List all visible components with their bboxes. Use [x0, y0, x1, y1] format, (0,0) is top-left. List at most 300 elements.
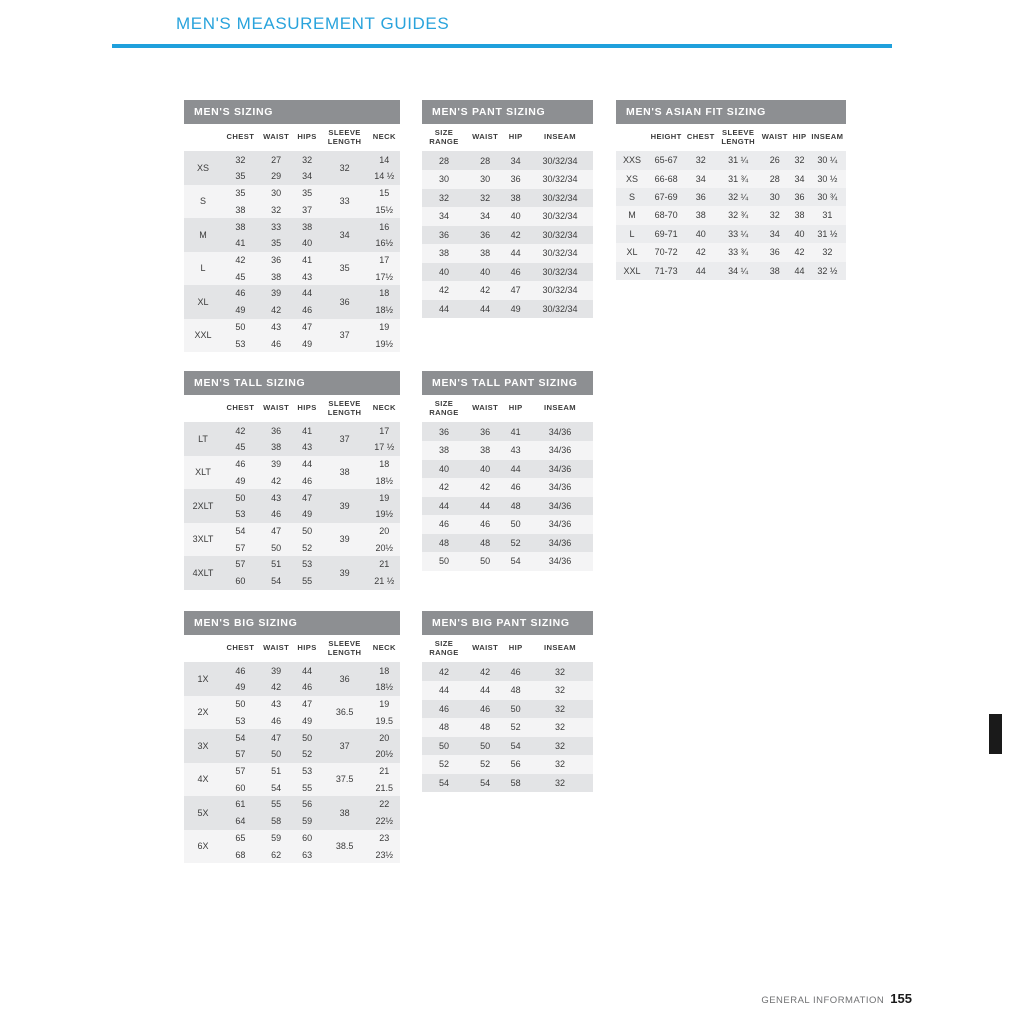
table-cell: 32 [809, 243, 846, 261]
cell-hips: 49 [294, 506, 321, 523]
row-size-label: 4XLT [184, 556, 222, 589]
table-row [616, 188, 846, 206]
table-cell: 48 [466, 718, 504, 737]
cell-chest: 65 [222, 830, 259, 847]
table-row [184, 422, 400, 439]
col-size [184, 395, 222, 422]
cell-hips: 56 [294, 796, 321, 813]
table-row [422, 534, 593, 553]
table-cell: 33 ¾ [717, 243, 759, 261]
footer-label: GENERAL INFORMATION [761, 995, 885, 1006]
cell-hips: 53 [294, 556, 321, 573]
table-row [184, 151, 400, 168]
cell-neck: 18½ [369, 679, 400, 696]
cell-waist: 36 [259, 422, 294, 439]
table-cell: 68-70 [648, 206, 684, 224]
table-mens-big-sizing [184, 611, 400, 863]
cell-chest: 35 [222, 168, 259, 185]
table-cell: 32 [527, 774, 593, 793]
table-cell: XS [616, 170, 648, 188]
cell-chest: 49 [222, 302, 259, 319]
title-divider [112, 44, 892, 48]
col-size [616, 124, 648, 151]
table-cell: XL [616, 243, 648, 261]
cell-waist: 54 [259, 779, 294, 796]
cell-neck: 22½ [369, 813, 400, 830]
table-cell: 44 [790, 262, 808, 280]
cell-sleeve: 39 [321, 489, 369, 522]
table-row [422, 774, 593, 793]
table-cell: 38 [466, 441, 504, 460]
table-cell: 54 [422, 774, 466, 793]
table-cell: 52 [504, 718, 527, 737]
cell-sleeve: 36 [321, 662, 369, 695]
page-title: MEN'S MEASUREMENT GUIDES [176, 14, 450, 33]
table-cell: 66-68 [648, 170, 684, 188]
table-row [184, 456, 400, 473]
cell-waist: 58 [259, 813, 294, 830]
table-cell: 34/36 [527, 552, 593, 571]
cell-hips: 53 [294, 763, 321, 780]
mens-asian-fit-sizing-table [616, 124, 846, 280]
cell-neck: 19½ [369, 506, 400, 523]
table-cell: 32 [527, 755, 593, 774]
table-cell: 32 [422, 189, 466, 208]
table-cell: 32 [759, 206, 790, 224]
col-hips: HIPS [294, 635, 321, 662]
table-cell: 26 [759, 151, 790, 169]
table-cell: 50 [422, 552, 466, 571]
mens-big-pant-sizing-body [422, 662, 593, 792]
table-cell: 36 [790, 188, 808, 206]
table-cell: 38 [466, 244, 504, 263]
table-row [422, 460, 593, 479]
table-row [422, 755, 593, 774]
col-hip: HIP [790, 124, 808, 151]
table-row [184, 252, 400, 269]
table-header-mens-pant-sizing: MEN'S PANT SIZING [422, 100, 593, 124]
table-cell: 30/32/34 [527, 189, 593, 208]
table-cell: 38 [790, 206, 808, 224]
table-cell: L [616, 225, 648, 243]
cell-chest: 45 [222, 439, 259, 456]
table-cell: 42 [504, 226, 527, 245]
cell-chest: 35 [222, 185, 259, 202]
cell-neck: 18 [369, 285, 400, 302]
table-row [422, 422, 593, 441]
cell-chest: 61 [222, 796, 259, 813]
mens-pant-sizing-body [422, 151, 593, 318]
table-mens-big-pant-sizing [422, 611, 593, 792]
table-row [422, 151, 593, 170]
mens-big-pant-sizing-table [422, 635, 593, 792]
table-cell: 46 [504, 263, 527, 282]
table-cell: 42 [466, 478, 504, 497]
col-inseam: INSEAM [527, 124, 593, 151]
cell-sleeve: 36 [321, 285, 369, 318]
cell-hips: 47 [294, 696, 321, 713]
cell-neck: 20½ [369, 539, 400, 556]
table-cell: 48 [504, 497, 527, 516]
col-size-range: SIZE RANGE [422, 124, 466, 151]
cell-chest: 64 [222, 813, 259, 830]
table-head-row [184, 635, 400, 662]
table-cell: 34 [759, 225, 790, 243]
table-cell: 40 [684, 225, 717, 243]
col-waist: WAIST [466, 635, 504, 662]
cell-waist: 32 [259, 202, 294, 219]
cell-waist: 33 [259, 218, 294, 235]
table-header-mens-tall-sizing: MEN'S TALL SIZING [184, 371, 400, 395]
cell-hips: 44 [294, 662, 321, 679]
table-cell: 46 [504, 662, 527, 681]
col-chest: CHEST [222, 635, 259, 662]
col-inseam: INSEAM [809, 124, 846, 151]
table-row [616, 262, 846, 280]
cell-chest: 57 [222, 763, 259, 780]
cell-chest: 41 [222, 235, 259, 252]
cell-waist: 35 [259, 235, 294, 252]
table-cell: 54 [504, 552, 527, 571]
cell-hips: 47 [294, 319, 321, 336]
table-cell: 38 [504, 189, 527, 208]
table-cell: 40 [422, 263, 466, 282]
col-neck: NECK [369, 395, 400, 422]
table-cell: 30/32/34 [527, 244, 593, 263]
row-size-label: 3XLT [184, 523, 222, 556]
cell-hips: 59 [294, 813, 321, 830]
cell-sleeve: 39 [321, 556, 369, 589]
cell-neck: 18½ [369, 302, 400, 319]
col-sleeve-length: SLEEVE LENGTH [717, 124, 759, 151]
table-cell: 31 ½ [809, 225, 846, 243]
table-cell: 52 [422, 755, 466, 774]
table-row [184, 556, 400, 573]
table-cell: 32 [527, 718, 593, 737]
cell-chest: 42 [222, 422, 259, 439]
page-edge-marker [989, 714, 1002, 754]
cell-sleeve: 37 [321, 729, 369, 762]
cell-waist: 39 [259, 285, 294, 302]
table-cell: 32 ½ [809, 262, 846, 280]
table-cell: 54 [466, 774, 504, 793]
table-row [184, 218, 400, 235]
cell-waist: 50 [259, 746, 294, 763]
table-cell: 34 [422, 207, 466, 226]
table-cell: 34 [504, 151, 527, 170]
table-cell: 30/32/34 [527, 263, 593, 282]
table-cell: 48 [422, 718, 466, 737]
table-cell: 42 [422, 662, 466, 681]
col-waist: WAIST [466, 124, 504, 151]
table-cell: 65-67 [648, 151, 684, 169]
cell-chest: 38 [222, 202, 259, 219]
cell-hips: 47 [294, 489, 321, 506]
table-cell: 34/36 [527, 497, 593, 516]
cell-sleeve: 37.5 [321, 763, 369, 796]
cell-hips: 38 [294, 218, 321, 235]
table-cell: 34 [466, 207, 504, 226]
table-cell: 50 [466, 737, 504, 756]
table-mens-sizing [184, 100, 400, 352]
table-cell: 44 [684, 262, 717, 280]
table-cell: 42 [684, 243, 717, 261]
table-row [422, 552, 593, 571]
cell-hips: 55 [294, 779, 321, 796]
table-row [616, 170, 846, 188]
cell-chest: 38 [222, 218, 259, 235]
row-size-label: S [184, 185, 222, 218]
cell-hips: 55 [294, 573, 321, 590]
table-row [616, 243, 846, 261]
table-cell: 32 [527, 737, 593, 756]
cell-waist: 54 [259, 573, 294, 590]
table-cell: 30 ½ [809, 170, 846, 188]
cell-hips: 41 [294, 252, 321, 269]
col-chest: CHEST [222, 124, 259, 151]
cell-chest: 50 [222, 696, 259, 713]
table-cell: 30 [466, 170, 504, 189]
table-row [184, 763, 400, 780]
cell-hips: 60 [294, 830, 321, 847]
mens-tall-pant-sizing-body [422, 422, 593, 570]
table-cell: 49 [504, 300, 527, 319]
col-size [184, 124, 222, 151]
table-row [616, 151, 846, 169]
col-size-range: SIZE RANGE [422, 395, 466, 422]
cell-neck: 21.5 [369, 779, 400, 796]
col-sleeve-length: SLEEVE LENGTH [321, 635, 369, 662]
table-cell: 36 [422, 226, 466, 245]
table-cell: 30 [422, 170, 466, 189]
table-header-mens-sizing: MEN'S SIZING [184, 100, 400, 124]
row-size-label: LT [184, 422, 222, 455]
cell-chest: 32 [222, 151, 259, 168]
cell-waist: 38 [259, 439, 294, 456]
table-row [184, 729, 400, 746]
cell-chest: 49 [222, 679, 259, 696]
table-row [184, 185, 400, 202]
cell-waist: 39 [259, 456, 294, 473]
table-cell: 46 [504, 478, 527, 497]
cell-hips: 34 [294, 168, 321, 185]
table-header-mens-big-pant-sizing: MEN'S BIG PANT SIZING [422, 611, 593, 635]
table-cell: 30 [759, 188, 790, 206]
cell-neck: 17½ [369, 268, 400, 285]
cell-hips: 40 [294, 235, 321, 252]
table-cell: 34/36 [527, 441, 593, 460]
table-cell: 28 [466, 151, 504, 170]
col-size-range: SIZE RANGE [422, 635, 466, 662]
table-cell: 56 [504, 755, 527, 774]
cell-waist: 43 [259, 489, 294, 506]
table-cell: 32 [527, 662, 593, 681]
table-cell: 44 [422, 497, 466, 516]
cell-waist: 36 [259, 252, 294, 269]
table-cell: 32 [790, 151, 808, 169]
col-chest: CHEST [222, 395, 259, 422]
col-hips: HIPS [294, 124, 321, 151]
table-cell: 31 ¾ [717, 170, 759, 188]
table-cell: 44 [466, 681, 504, 700]
table-cell: 50 [504, 515, 527, 534]
table-cell: 40 [422, 460, 466, 479]
table-cell: 34 [790, 170, 808, 188]
cell-waist: 46 [259, 506, 294, 523]
cell-waist: 51 [259, 763, 294, 780]
table-cell: 32 ¼ [717, 188, 759, 206]
mens-sizing-body [184, 151, 400, 352]
table-row [422, 263, 593, 282]
footer [761, 991, 912, 1006]
cell-waist: 30 [259, 185, 294, 202]
mens-tall-sizing-body [184, 422, 400, 589]
table-cell: 34/36 [527, 478, 593, 497]
table-cell: 30/32/34 [527, 151, 593, 170]
cell-hips: 43 [294, 268, 321, 285]
cell-neck: 16 [369, 218, 400, 235]
cell-hips: 49 [294, 713, 321, 730]
cell-neck: 21 [369, 556, 400, 573]
col-height: HEIGHT [648, 124, 684, 151]
cell-neck: 19½ [369, 335, 400, 352]
table-cell: 46 [466, 700, 504, 719]
cell-neck: 23½ [369, 846, 400, 863]
table-cell: 30/32/34 [527, 207, 593, 226]
table-cell: 40 [466, 460, 504, 479]
table-row [422, 170, 593, 189]
table-cell: 54 [504, 737, 527, 756]
table-cell: 71-73 [648, 262, 684, 280]
cell-waist: 42 [259, 679, 294, 696]
table-row [422, 281, 593, 300]
table-cell: 48 [466, 534, 504, 553]
cell-sleeve: 38 [321, 456, 369, 489]
col-hips: HIPS [294, 395, 321, 422]
table-cell: 31 [809, 206, 846, 224]
table-cell: 31 ¼ [717, 151, 759, 169]
table-row [422, 226, 593, 245]
cell-waist: 51 [259, 556, 294, 573]
cell-chest: 46 [222, 662, 259, 679]
cell-hips: 44 [294, 456, 321, 473]
cell-neck: 17 ½ [369, 439, 400, 456]
table-cell: 36 [466, 226, 504, 245]
table-row [184, 319, 400, 336]
cell-chest: 54 [222, 729, 259, 746]
table-cell: 36 [422, 422, 466, 441]
cell-chest: 57 [222, 746, 259, 763]
cell-neck: 19 [369, 489, 400, 506]
table-cell: 40 [790, 225, 808, 243]
cell-chest: 53 [222, 335, 259, 352]
table-cell: 42 [790, 243, 808, 261]
table-cell: 42 [422, 478, 466, 497]
cell-chest: 68 [222, 846, 259, 863]
table-cell: S [616, 188, 648, 206]
cell-chest: 54 [222, 523, 259, 540]
cell-hips: 32 [294, 151, 321, 168]
table-row [422, 441, 593, 460]
table-cell: 58 [504, 774, 527, 793]
table-head-row [422, 124, 593, 151]
table-cell: 38 [422, 244, 466, 263]
table-cell: 42 [422, 281, 466, 300]
cell-neck: 18½ [369, 473, 400, 490]
table-cell: 44 [466, 497, 504, 516]
table-cell: 32 [527, 700, 593, 719]
cell-neck: 19 [369, 696, 400, 713]
cell-neck: 21 [369, 763, 400, 780]
cell-neck: 15 [369, 185, 400, 202]
table-mens-pant-sizing [422, 100, 593, 318]
cell-sleeve: 37 [321, 319, 369, 352]
cell-neck: 15½ [369, 202, 400, 219]
cell-hips: 50 [294, 729, 321, 746]
table-cell: 34 [684, 170, 717, 188]
cell-chest: 60 [222, 779, 259, 796]
cell-chest: 49 [222, 473, 259, 490]
cell-sleeve: 34 [321, 218, 369, 251]
cell-hips: 41 [294, 422, 321, 439]
table-cell: 42 [466, 662, 504, 681]
table-cell: 34 ¼ [717, 262, 759, 280]
table-cell: 46 [422, 515, 466, 534]
table-cell: 30/32/34 [527, 170, 593, 189]
cell-neck: 21 ½ [369, 573, 400, 590]
table-cell: 69-71 [648, 225, 684, 243]
cell-neck: 18 [369, 456, 400, 473]
table-row [422, 497, 593, 516]
col-waist: WAIST [259, 395, 294, 422]
cell-waist: 39 [259, 662, 294, 679]
table-cell: 38 [759, 262, 790, 280]
cell-chest: 50 [222, 319, 259, 336]
col-hip: HIP [504, 124, 527, 151]
cell-waist: 43 [259, 319, 294, 336]
table-row [184, 662, 400, 679]
table-cell: 36 [504, 170, 527, 189]
cell-hips: 52 [294, 746, 321, 763]
row-size-label: XL [184, 285, 222, 318]
cell-neck: 22 [369, 796, 400, 813]
table-head-row [184, 395, 400, 422]
mens-tall-sizing-table [184, 395, 400, 590]
table-cell: 38 [684, 206, 717, 224]
table-mens-tall-pant-sizing [422, 371, 593, 571]
cell-hips: 46 [294, 302, 321, 319]
table-cell: 40 [466, 263, 504, 282]
table-cell: 46 [466, 515, 504, 534]
col-sleeve-length: SLEEVE LENGTH [321, 395, 369, 422]
row-size-label: 3X [184, 729, 222, 762]
cell-waist: 46 [259, 713, 294, 730]
table-row [184, 285, 400, 302]
cell-sleeve: 37 [321, 422, 369, 455]
table-cell: 70-72 [648, 243, 684, 261]
table-cell: 67-69 [648, 188, 684, 206]
cell-neck: 18 [369, 662, 400, 679]
cell-neck: 20 [369, 729, 400, 746]
table-cell: 41 [504, 422, 527, 441]
table-cell: 44 [422, 300, 466, 319]
cell-hips: 37 [294, 202, 321, 219]
cell-waist: 62 [259, 846, 294, 863]
cell-sleeve: 32 [321, 151, 369, 184]
table-cell: 28 [422, 151, 466, 170]
cell-sleeve: 39 [321, 523, 369, 556]
table-cell: 32 [466, 189, 504, 208]
